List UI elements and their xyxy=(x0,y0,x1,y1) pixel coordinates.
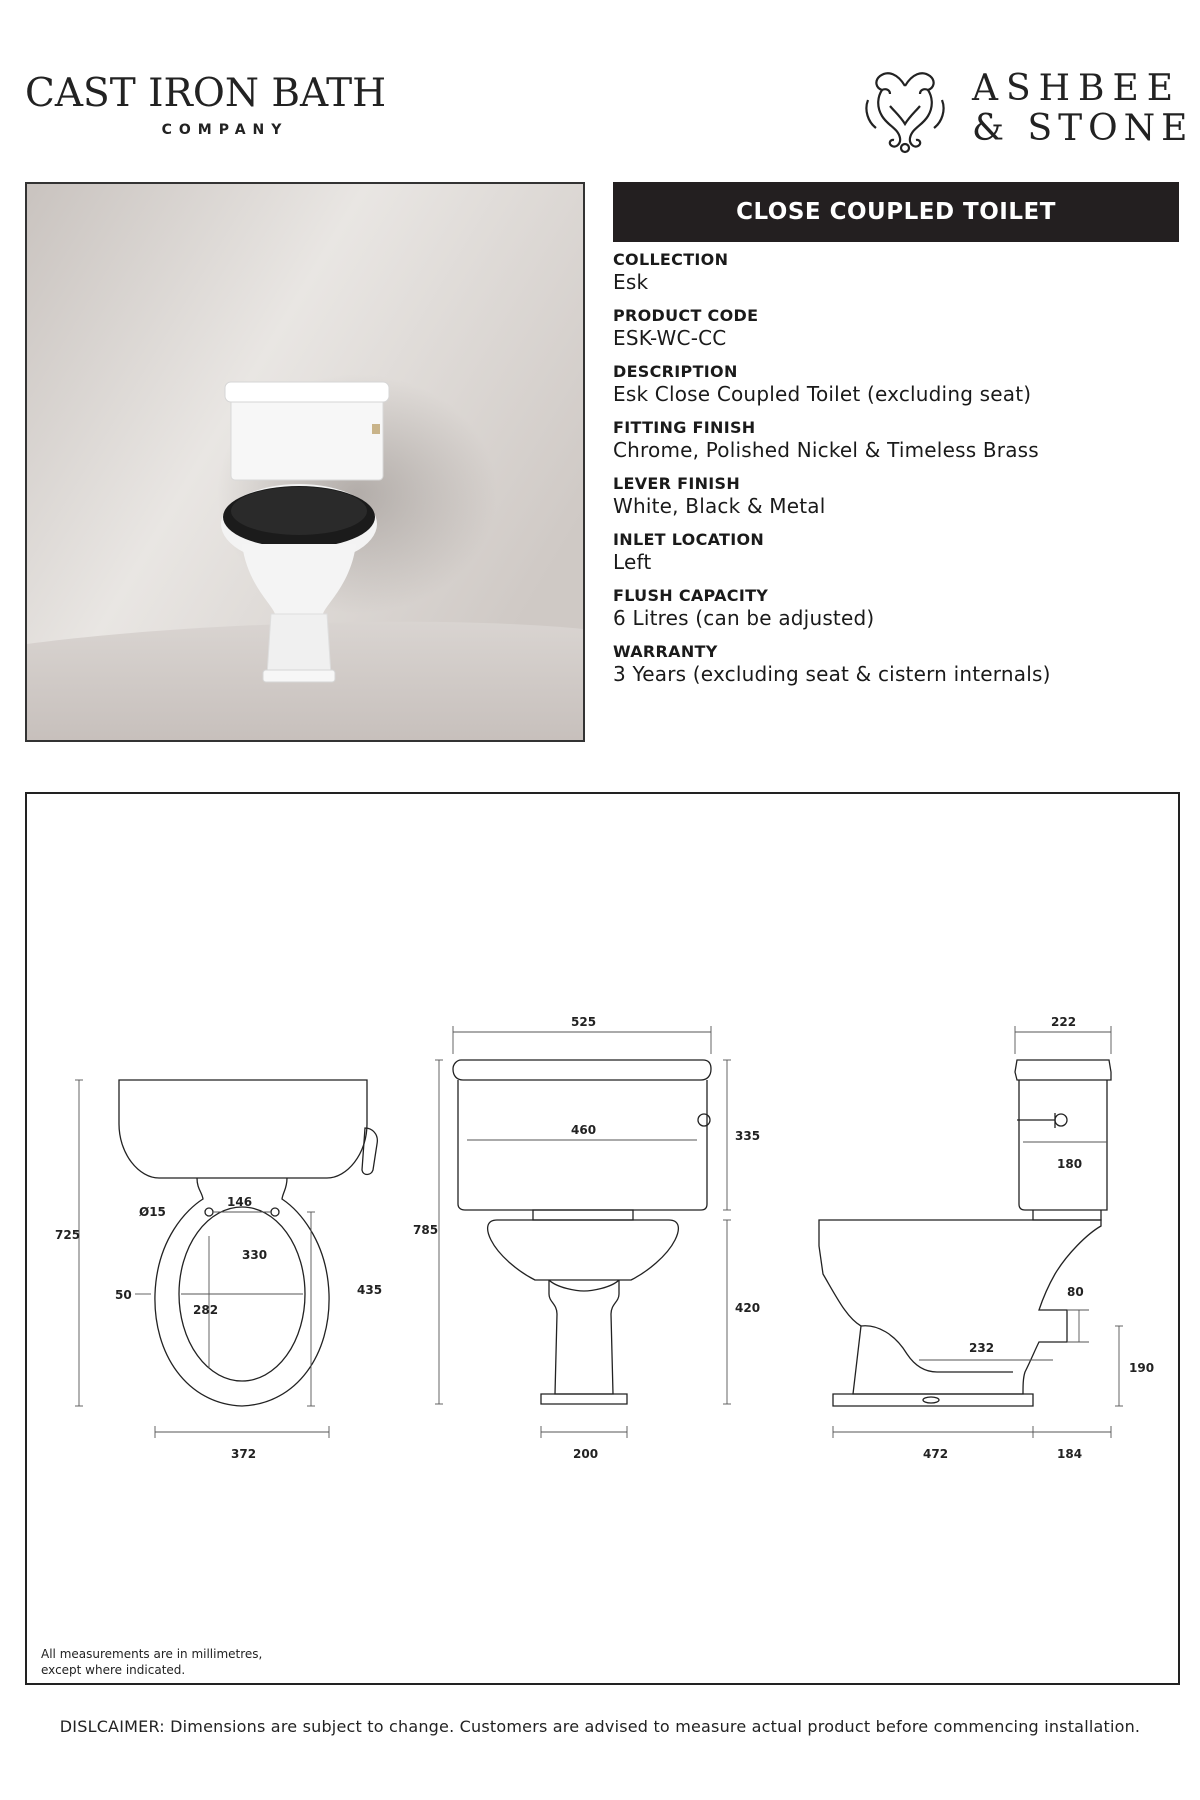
spec-value: ESK-WC-CC xyxy=(613,326,727,350)
seahorse-emblem-icon xyxy=(860,66,950,156)
dim-hole-spacing: 146 xyxy=(227,1195,253,1209)
spec-label: COLLECTION xyxy=(613,250,729,269)
side-view xyxy=(819,1060,1111,1406)
spec-label: DESCRIPTION xyxy=(613,362,738,381)
dim-wall-gap: 184 xyxy=(1057,1447,1083,1461)
spec-fitting-finish xyxy=(613,418,1183,462)
dim-cistern-inner: 460 xyxy=(571,1123,597,1137)
dim-total-height: 785 xyxy=(413,1223,439,1237)
disclaimer: DISLCAIMER: Dimensions are subject to change. Customers are advised to measure actual product before commencing installation. xyxy=(59,1717,1141,1736)
product-title: CLOSE COUPLED TOILET xyxy=(613,182,1179,242)
dim-base-width: 200 xyxy=(573,1447,599,1461)
spec-lever-finish xyxy=(613,474,1183,518)
spec-product-code xyxy=(613,306,1183,350)
spec-warranty xyxy=(613,642,1183,686)
brand-logo-cast-iron-bath xyxy=(25,72,405,138)
spec-value: Esk xyxy=(613,270,649,294)
product-photo xyxy=(25,182,585,742)
dim-pan-depth: 472 xyxy=(923,1447,949,1461)
spec-value: Esk Close Coupled Toilet (excluding seat) xyxy=(613,382,1032,406)
spec-value: 6 Litres (can be adjusted) xyxy=(613,606,875,630)
spec-label: FITTING FINISH xyxy=(613,418,756,437)
spec-list xyxy=(613,250,1183,698)
dim-top-height: 725 xyxy=(55,1228,81,1242)
brand-logo-ashbee-stone xyxy=(860,66,1194,156)
brand-name-line1: ASHBEE xyxy=(972,68,1182,109)
spec-value: White, Black & Metal xyxy=(613,494,826,518)
spec-label: PRODUCT CODE xyxy=(613,306,759,325)
spec-value: Left xyxy=(613,550,652,574)
dim-hole-diameter: Ø15 xyxy=(139,1205,166,1219)
dim-seat-width: 282 xyxy=(193,1303,219,1317)
dim-seat-length: 330 xyxy=(242,1248,268,1262)
dim-seat-edge: 50 xyxy=(115,1288,132,1302)
units-note xyxy=(41,1646,262,1678)
dim-cistern-height: 335 xyxy=(735,1129,761,1143)
units-note-line: All measurements are in millimetres, xyxy=(41,1647,263,1661)
spec-description xyxy=(613,362,1183,406)
brand-name: CAST IRON BATH xyxy=(25,71,387,116)
top-view xyxy=(119,1080,377,1406)
dim-outlet-height: 80 xyxy=(1067,1285,1084,1299)
dim-outlet-center: 232 xyxy=(969,1341,995,1355)
brand-name-line2: & STONE xyxy=(972,108,1194,149)
spec-label: FLUSH CAPACITY xyxy=(613,586,769,605)
dim-cistern-depth: 222 xyxy=(1051,1015,1077,1029)
dim-top-width: 372 xyxy=(231,1447,257,1461)
dim-side-cistern-inner: 180 xyxy=(1057,1157,1083,1171)
spec-label: WARRANTY xyxy=(613,642,718,661)
dim-pan-height: 420 xyxy=(735,1301,761,1315)
dim-bowl-length: 435 xyxy=(357,1283,383,1297)
brand-subtitle: COMPANY xyxy=(161,122,289,138)
units-note-line: except where indicated. xyxy=(41,1663,186,1677)
spec-value: 3 Years (excluding seat & cistern internals) xyxy=(613,662,1051,686)
spec-value: Chrome, Polished Nickel & Timeless Brass xyxy=(613,438,1039,462)
spec-collection xyxy=(613,250,1183,294)
technical-drawing xyxy=(25,792,1180,1685)
spec-label: INLET LOCATION xyxy=(613,530,765,549)
dim-cistern-width: 525 xyxy=(571,1015,597,1029)
spec-label: LEVER FINISH xyxy=(613,474,741,493)
dim-outlet-floor: 190 xyxy=(1129,1361,1155,1375)
front-view xyxy=(453,1060,711,1404)
drawing-canvas xyxy=(27,794,1178,1683)
spec-flush-capacity xyxy=(613,586,1183,630)
spec-inlet-location xyxy=(613,530,1183,574)
